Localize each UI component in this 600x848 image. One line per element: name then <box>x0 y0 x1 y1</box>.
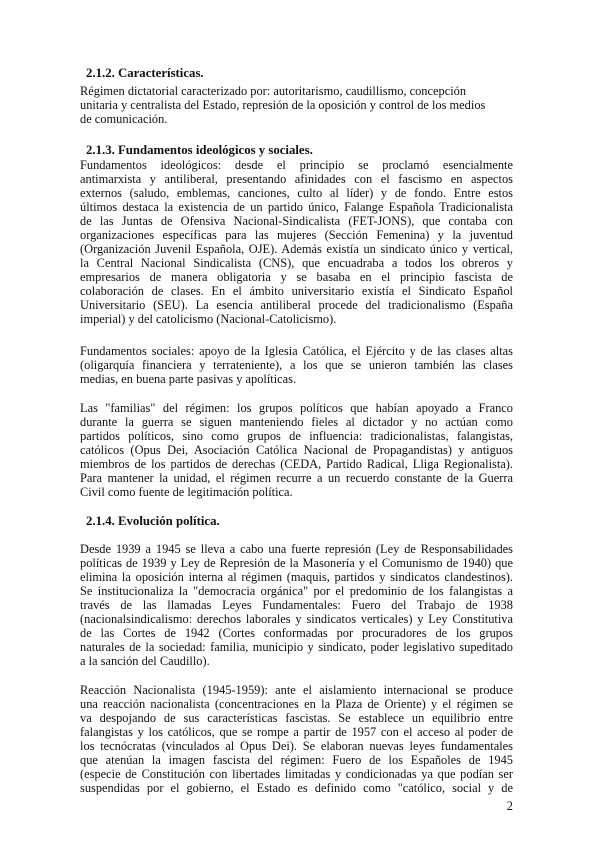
text-line: Fundamentos sociales: apoyo de la Iglesia Católica, el Ejército y de las clases altas <box>80 344 513 358</box>
text-line: (oligarquía financiera y terrateniente), a los que se unieron también las clases <box>80 358 513 372</box>
text-line: suspendidas por el gobierno, el Estado es definido como "católico, social y de <box>80 781 513 795</box>
text-line: (especie de Constitución con libertades limitadas y condicionadas ya que podían ser <box>80 767 513 781</box>
text-line: medias, en buena parte pasivas y apolíticas. <box>80 372 297 386</box>
text-line: miembros de los partidos de derechas (CEDA, Partido Radical, Lliga Regionalista). <box>80 457 513 471</box>
paragraph <box>80 84 513 126</box>
text-line: elimina la oposición interna al régimen (maquis, partidos y sindicatos clandestinos). <box>80 570 513 584</box>
text-line: Civil como fuente de legitimación política. <box>80 485 293 499</box>
text-line: Las "familias" del régimen: los grupos políticos que habían apoyado a Franco <box>80 401 513 415</box>
text-line: organizaciones específicas para las mujeres (Sección Femenina) y la juventud <box>80 228 513 242</box>
text-line: externos (saludo, emblemas, canciones, culto al líder) y de fondo. Entre estos <box>80 186 513 200</box>
text-line: imperial) y del catolicismo (Nacional-Catolicismo). <box>80 312 337 326</box>
text-line: últimos destaca la existencia de un partido único, Falange Española Tradicionalista <box>80 200 513 214</box>
text-line: falangistas y los católicos, que se rompe a partir de 1957 con el acceso al poder de <box>80 725 513 739</box>
text-line: colaboración de clases. En el ámbito universitario existía el Sindicato Español <box>80 284 513 298</box>
text-line: Reacción Nacionalista (1945-1959): ante el aislamiento internacional se produce <box>80 683 513 697</box>
page-number: 2 <box>506 799 513 813</box>
paragraph <box>80 542 513 668</box>
paragraph <box>80 683 513 795</box>
heading-fundamentos: 2.1.3. Fundamentos ideológicos y sociales. <box>86 143 313 157</box>
text-line: una reacción nacionalista (concentraciones en la Plaza de Oriente) y el régimen se <box>80 697 513 711</box>
paragraph <box>80 344 513 386</box>
text-line: Para mantener la unidad, el régimen recurre a un recuerdo constante de la Guerra <box>80 471 513 485</box>
paragraph <box>80 401 513 499</box>
text-line: católicos (Opus Dei, Asociación Católica Nacional de Propagandistas) y antiguos <box>80 443 513 457</box>
text-line: Fundamentos ideológicos: desde el principio se proclamó esencialmente <box>80 158 513 172</box>
text-line: naturales de la sociedad: familia, municipio y sindicato, poder legislativo supeditado <box>80 640 513 654</box>
text-line: la Central Nacional Sindicalista (CNS), que encuadraba a todos los obreros y <box>80 256 513 270</box>
heading-caracteristicas: 2.1.2. Características. <box>86 66 204 80</box>
paragraph <box>80 158 513 326</box>
text-line: que atenúan la imagen fascista del régimen: Fuero de los Españoles de 1945 <box>80 753 513 767</box>
text-line: los tecnócratas (vinculados al Opus Dei). Se elaboran nuevas leyes fundamentales <box>80 739 513 753</box>
text-line: de las Cortes de 1942 (Cortes conformadas por procuradores de los grupos <box>80 626 513 640</box>
text-line: unitaria y centralista del Estado, represión de la oposición y control de los medios <box>80 98 486 112</box>
text-line: (Organización Juvenil Española, OJE). Además existía un sindicato único y vertical, <box>80 242 513 256</box>
text-line: va despojando de sus características fascistas. Se establece un equilibrio entre <box>80 711 513 725</box>
text-line: empresarios de manera obligatoria y se basaba en el principio fascista de <box>80 270 513 284</box>
text-line: (nacionalsindicalismo: derechos laborales y sindicatos verticales) y Ley Constitutiva <box>80 612 513 626</box>
text-line: Universitario (SEU). La esencia antiliberal procede del tradicionalismo (España <box>80 298 513 312</box>
text-line: Se institucionaliza la "democracia orgánica" por el predominio de los falangistas a <box>80 584 513 598</box>
text-line: de las Juntas de Ofensiva Nacional-Sindicalista (FET-JONS), que contaba con <box>80 214 513 228</box>
text-line: de comunicación. <box>80 112 168 126</box>
text-line: partidos políticos, sino como grupos de influencia: tradicionalistas, falangistas, <box>80 429 513 443</box>
text-line: través de las llamadas Leyes Fundamentales: Fuero del Trabajo de 1938 <box>80 598 513 612</box>
heading-evolucion: 2.1.4. Evolución política. <box>86 514 220 528</box>
text-line: Desde 1939 a 1945 se lleva a cabo una fuerte represión (Ley de Responsabilidades <box>80 542 513 556</box>
text-line: políticas de 1939 y Ley de Represión de la Masonería y el Comunismo de 1940) que <box>80 556 513 570</box>
text-line: Régimen dictatorial caracterizado por: autoritarismo, caudillismo, concepción <box>80 84 467 98</box>
text-line: a la sanción del Caudillo). <box>80 654 210 668</box>
text-line: durante la guerra se siguen manteniendo fieles al dictador y no actúan como <box>80 415 513 429</box>
text-line: antimarxista y antiliberal, presentando afinidades con el fascismo en aspectos <box>80 172 513 186</box>
